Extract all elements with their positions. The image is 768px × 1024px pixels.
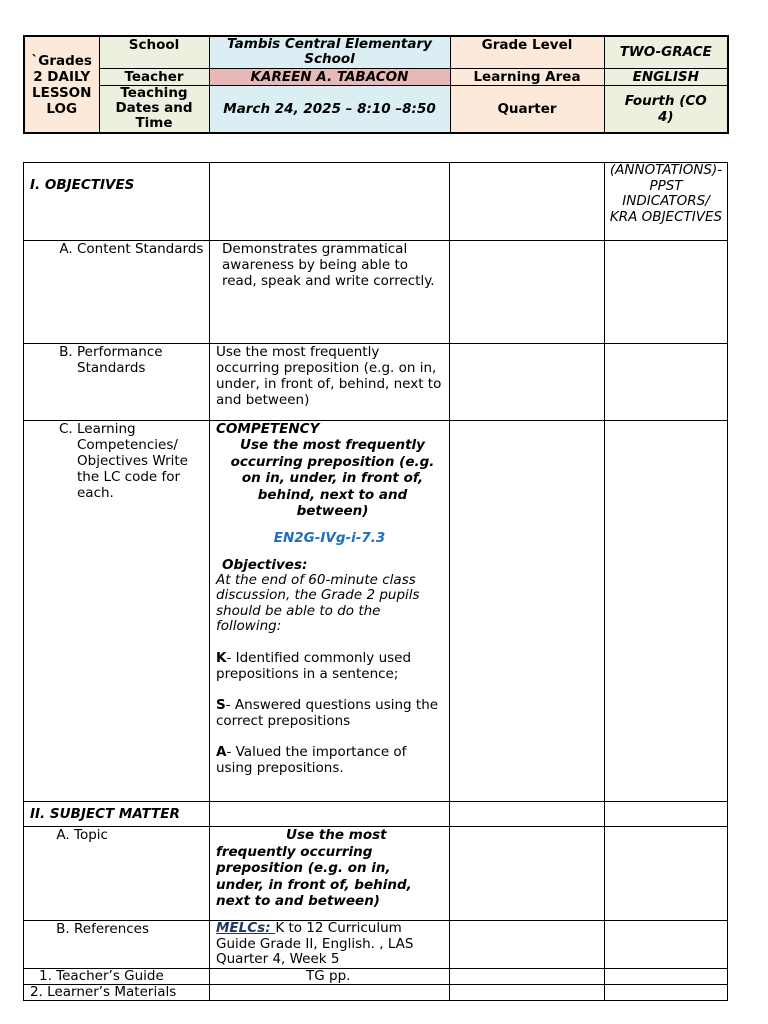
references-label-cell	[24, 921, 210, 969]
content-standards-list	[24, 241, 209, 257]
objective-a-text: - Valued the importance of using prepositions.	[216, 743, 407, 776]
topic-label: A. Topic	[74, 827, 209, 843]
topic-row	[24, 827, 728, 921]
objectives-row	[24, 163, 728, 241]
learners-materials-row	[24, 984, 728, 1000]
teachers-guide-value: TG pp.	[210, 968, 450, 984]
references-annotation	[605, 921, 728, 969]
teachers-guide-annotation	[605, 968, 728, 984]
objectives-blank-cell	[450, 163, 605, 241]
dll-title-text: `Grades 2 DAILY LESSON LOG	[31, 52, 92, 117]
topic-label-cell	[24, 827, 210, 921]
topic-annotation	[605, 827, 728, 921]
content-standards-label-cell	[24, 241, 210, 344]
objective-s	[216, 697, 443, 729]
references-content	[210, 921, 450, 969]
grade-level-label: Grade Level	[450, 36, 604, 68]
references-label: B. References	[74, 921, 209, 937]
objective-a	[216, 744, 443, 776]
dll-title	[24, 36, 99, 133]
learners-materials-value	[210, 984, 450, 1000]
references-list	[24, 921, 209, 937]
lc-code: EN2G-IVg-i-7.3	[273, 529, 386, 546]
performance-standards-annotation	[605, 344, 728, 421]
subject-matter-content	[210, 802, 450, 827]
competencies-label: C. Learning Competencies/ Objectives Write the LC code for each.	[77, 421, 209, 501]
objective-k-label: K	[216, 649, 227, 666]
school-value: Tambis Central Elementary School	[209, 36, 450, 68]
performance-standards-list	[24, 344, 209, 376]
objectives-content-cell	[210, 163, 450, 241]
objective-s-label: S	[216, 696, 226, 713]
subject-matter-heading: II. SUBJECT MATTER	[24, 802, 210, 827]
references-blank	[450, 921, 605, 969]
competency-heading: COMPETENCY	[216, 421, 320, 437]
learning-area-value: ENGLISH	[604, 68, 728, 85]
references-text: K to 12 Curriculum Guide Grade II, English. , LAS Quarter 4, Week 5	[216, 920, 414, 967]
teacher-value: KAREEN A. TABACON	[209, 68, 450, 85]
teachers-guide-label: 1. Teacher’s Guide	[24, 968, 210, 984]
performance-standards-blank	[450, 344, 605, 421]
topic-list	[24, 827, 209, 843]
learning-area-label: Learning Area	[450, 68, 604, 85]
topic-text: Use the most frequently occurring preposition (e.g. on in, under, in front of, behind, next to and between)	[216, 827, 412, 909]
quarter-value: Fourth (CO 4)	[604, 85, 728, 133]
subject-matter-annotation	[605, 802, 728, 827]
content-standards-annotation	[605, 241, 728, 344]
learners-materials-label: 2. Learner’s Materials	[24, 984, 210, 1000]
objective-a-label: A	[216, 743, 227, 760]
teachers-guide-row	[24, 968, 728, 984]
teacher-label: Teacher	[99, 68, 209, 85]
competencies-annotation	[605, 421, 728, 802]
dll-header-table	[23, 35, 729, 134]
competencies-label-cell	[24, 421, 210, 802]
objective-k-text: - Identified commonly used prepositions in a sentence;	[216, 649, 412, 682]
dates-label: Teaching Dates and Time	[99, 85, 209, 133]
dll-main-table	[23, 162, 728, 1001]
performance-standards-label-cell	[24, 344, 210, 421]
melcs-link[interactable]: MELCs:	[216, 920, 276, 936]
performance-standards-row	[24, 344, 728, 421]
topic-content	[210, 827, 450, 921]
competencies-content	[210, 421, 450, 802]
content-standards-text: Demonstrates grammatical awareness by being able to read, speak and write correctly.	[210, 241, 450, 344]
objectives-intro: At the end of 60-minute class discussion, the Grade 2 pupils should be able to do the following:	[216, 571, 420, 634]
objectives-subheading: Objectives:	[222, 556, 308, 573]
teachers-guide-blank	[450, 968, 605, 984]
subject-matter-row	[24, 802, 728, 827]
competencies-list	[24, 421, 209, 501]
content-standards-label: A. Content Standards	[77, 241, 209, 257]
performance-standards-text: Use the most frequently occurring preposition (e.g. on in, under, in front of, behind, next to and between)	[210, 344, 450, 421]
grade-level-value: TWO-GRACE	[604, 36, 728, 68]
school-label: School	[99, 36, 209, 68]
performance-standards-label: B. Performance Standards	[77, 344, 209, 376]
topic-blank	[450, 827, 605, 921]
annotation-header: (ANNOTATIONS)-PPST INDICATORS/ KRA OBJECTIVES	[605, 163, 728, 241]
competencies-row	[24, 421, 728, 802]
subject-matter-blank	[450, 802, 605, 827]
quarter-label: Quarter	[450, 85, 604, 133]
references-row	[24, 921, 728, 969]
objectives-heading: I. OBJECTIVES	[24, 163, 210, 241]
learners-materials-annotation	[605, 984, 728, 1000]
content-standards-row	[24, 241, 728, 344]
objective-s-text: - Answered questions using the correct prepositions	[216, 696, 439, 729]
content-standards-blank	[450, 241, 605, 344]
learners-materials-blank	[450, 984, 605, 1000]
objective-k	[216, 650, 443, 682]
competencies-blank	[450, 421, 605, 802]
competency-text: Use the most frequently occurring preposition (e.g. on in, under, in front of, behind, next to and between)	[230, 437, 435, 519]
dates-value: March 24, 2025 – 8:10 –8:50	[209, 85, 450, 133]
